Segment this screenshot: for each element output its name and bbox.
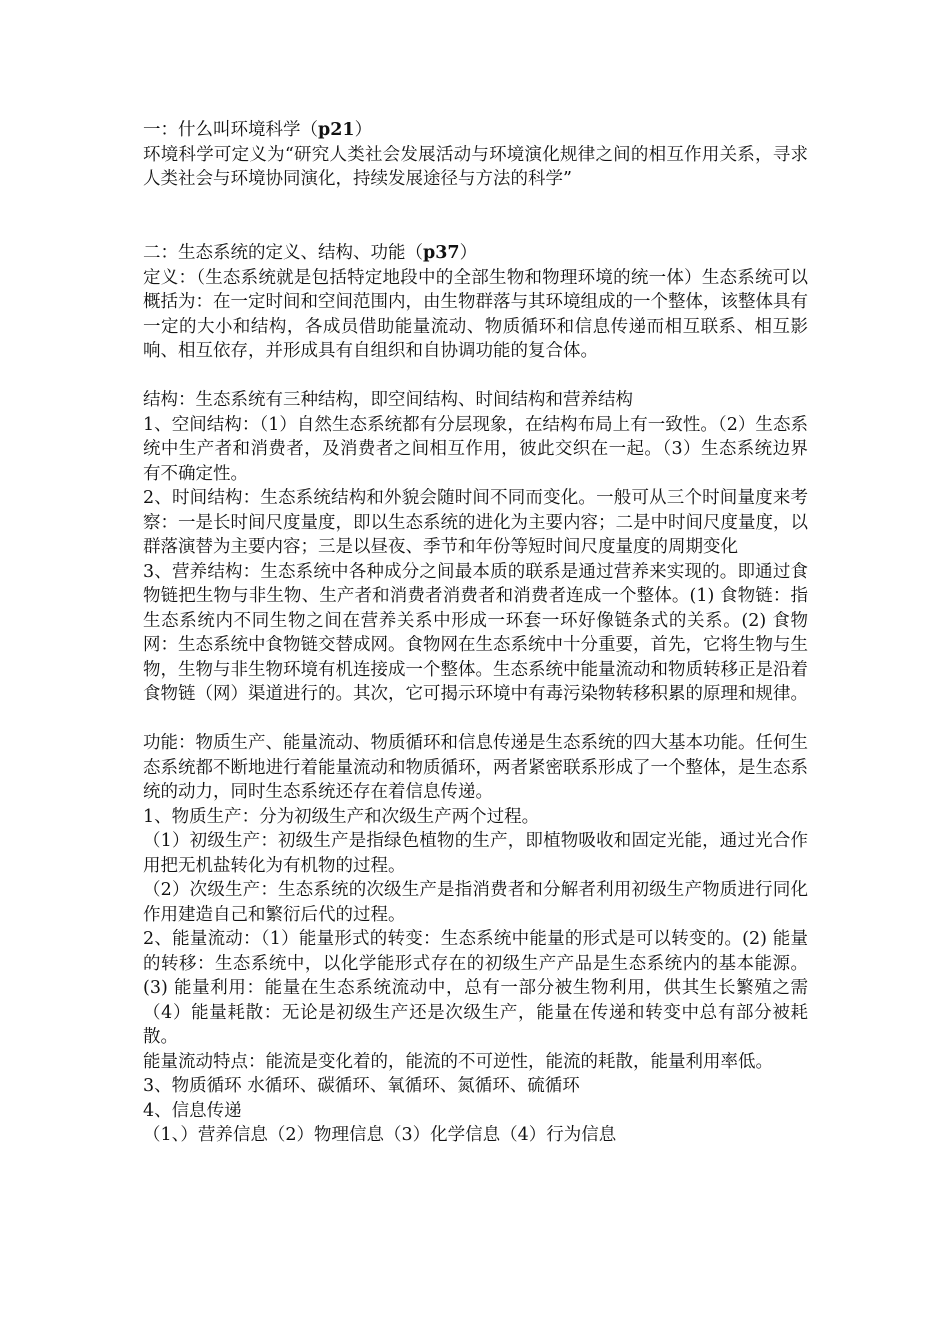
info-transfer-types: （1、）营养信息（2）物理信息（3）化学信息（4）行为信息: [143, 1125, 617, 1145]
page-ref: p37: [423, 243, 460, 263]
energy-flow-features: 能量流动特点：能流是变化着的，能流的不可逆性，能流的耗散，能量利用率低。: [143, 1051, 773, 1072]
function-primary-production: （1）初级生产：初级生产是指绿色植物的生产，即植物吸收和固定光能，通过光合作用把无机盐转化为有机物的过程。: [143, 831, 808, 876]
section-environmental-science: [143, 118, 808, 192]
section1-definition: 环境科学可定义为“研究人类社会发展活动与环境演化规律之间的相互作用关系，寻求人类社会与环境协同演化，持续发展途径与方法的科学”: [143, 144, 808, 189]
structure-trophic: 3、营养结构：生态系统中各种成分之间最本质的联系是通过营养来实现的。即通过食物链把生物与非生物、生产者和消费者消费者和消费者连成一个整体。(1) 食物链：指生态系统内不同生物之间在营养关系中形成一环套一环好像链条式的关系。(2) 食物网：生态系统中食物链交替成网。食物网在生态系统中十分重要，首先，它将生物与生物，生物与非生物环境有机连接成一个整体。生态系统中能量流动和物质转移正是沿着食物链（网）渠道进行的。其次，它可揭示环境中有毒污染物转移积累的原理和规律。: [143, 561, 808, 704]
blank-line: [143, 707, 808, 732]
section1-heading: [143, 118, 808, 143]
section2-heading: [143, 241, 808, 266]
function-secondary-production: （2）次级生产：生态系统的次级生产是指消费者和分解者利用初级生产物质进行同化作用建造自己和繁衍后代的过程。: [143, 880, 808, 925]
function-info-transfer: 4、信息传递: [143, 1100, 242, 1121]
function-energy-flow: 2、能量流动：（1）能量形式的转变：生态系统中能量的形式是可以转变的。(2) 能量的转移：生态系统中，以化学能形式存在的初级生产产品是生态系统内的基本能源。(3) 能量利用：能量在生态系统流动中，总有一部分被生物利用，供其生长繁殖之需（4）能量耗散：无论是初级生产还是次级生产，能量在传递和转变中总有部分被耗散。: [143, 929, 808, 1047]
ecosystem-definition: 定义：（生态系统就是包括特定地段中的全部生物和物理环境的统一体）生态系统可以概括为：在一定时间和空间范围内，由生物群落与其环境组成的一个整体，该整体具有一定的大小和结构，各成员借助能量流动、物质循环和信息传递而相互联系、相互影响、相互依存，并形成具有自组织和自协调功能的复合体。: [143, 267, 808, 361]
heading-end: ）: [354, 120, 373, 140]
heading-text: 一：什么叫环境科学（: [143, 120, 318, 140]
function-material-cycle: 3、物质循环 水循环、碳循环、氧循环、氮循环、硫循环: [143, 1076, 580, 1096]
structure-spatial: 1、空间结构：（1）自然生态系统都有分层现象，在结构布局上有一致性。（2）生态系统中生产者和消费者，及消费者之间相互作用，彼此交织在一起。（3）生态系统边界有不确定性。: [143, 414, 808, 484]
heading-end: ）: [459, 243, 478, 263]
function-production: 1、物质生产：分为初级生产和次级生产两个过程。: [143, 806, 540, 827]
section-ecosystem: [143, 241, 808, 1148]
heading-text: 二：生态系统的定义、结构、功能（: [143, 243, 423, 263]
structure-intro: 结构：生态系统有三种结构，即空间结构、时间结构和营养结构: [143, 390, 633, 410]
structure-temporal: 2、时间结构：生态系统结构和外貌会随时间不同而变化。一般可从三个时间量度来考察：一是长时间尺度量度，即以生态系统的进化为主要内容；二是中时间尺度量度，以群落演替为主要内容；三是以昼夜、季节和年份等短时间尺度量度的周期变化: [143, 488, 808, 557]
blank-line: [143, 364, 808, 389]
function-intro: 功能：物质生产、能量流动、物质循环和信息传递是生态系统的四大基本功能。任何生态系统都不断地进行着能量流动和物质循环，两者紧密联系形成了一个整体，是生态系统的动力，同时生态系统还存在着信息传递。: [143, 733, 808, 802]
page-ref: p21: [318, 120, 355, 140]
